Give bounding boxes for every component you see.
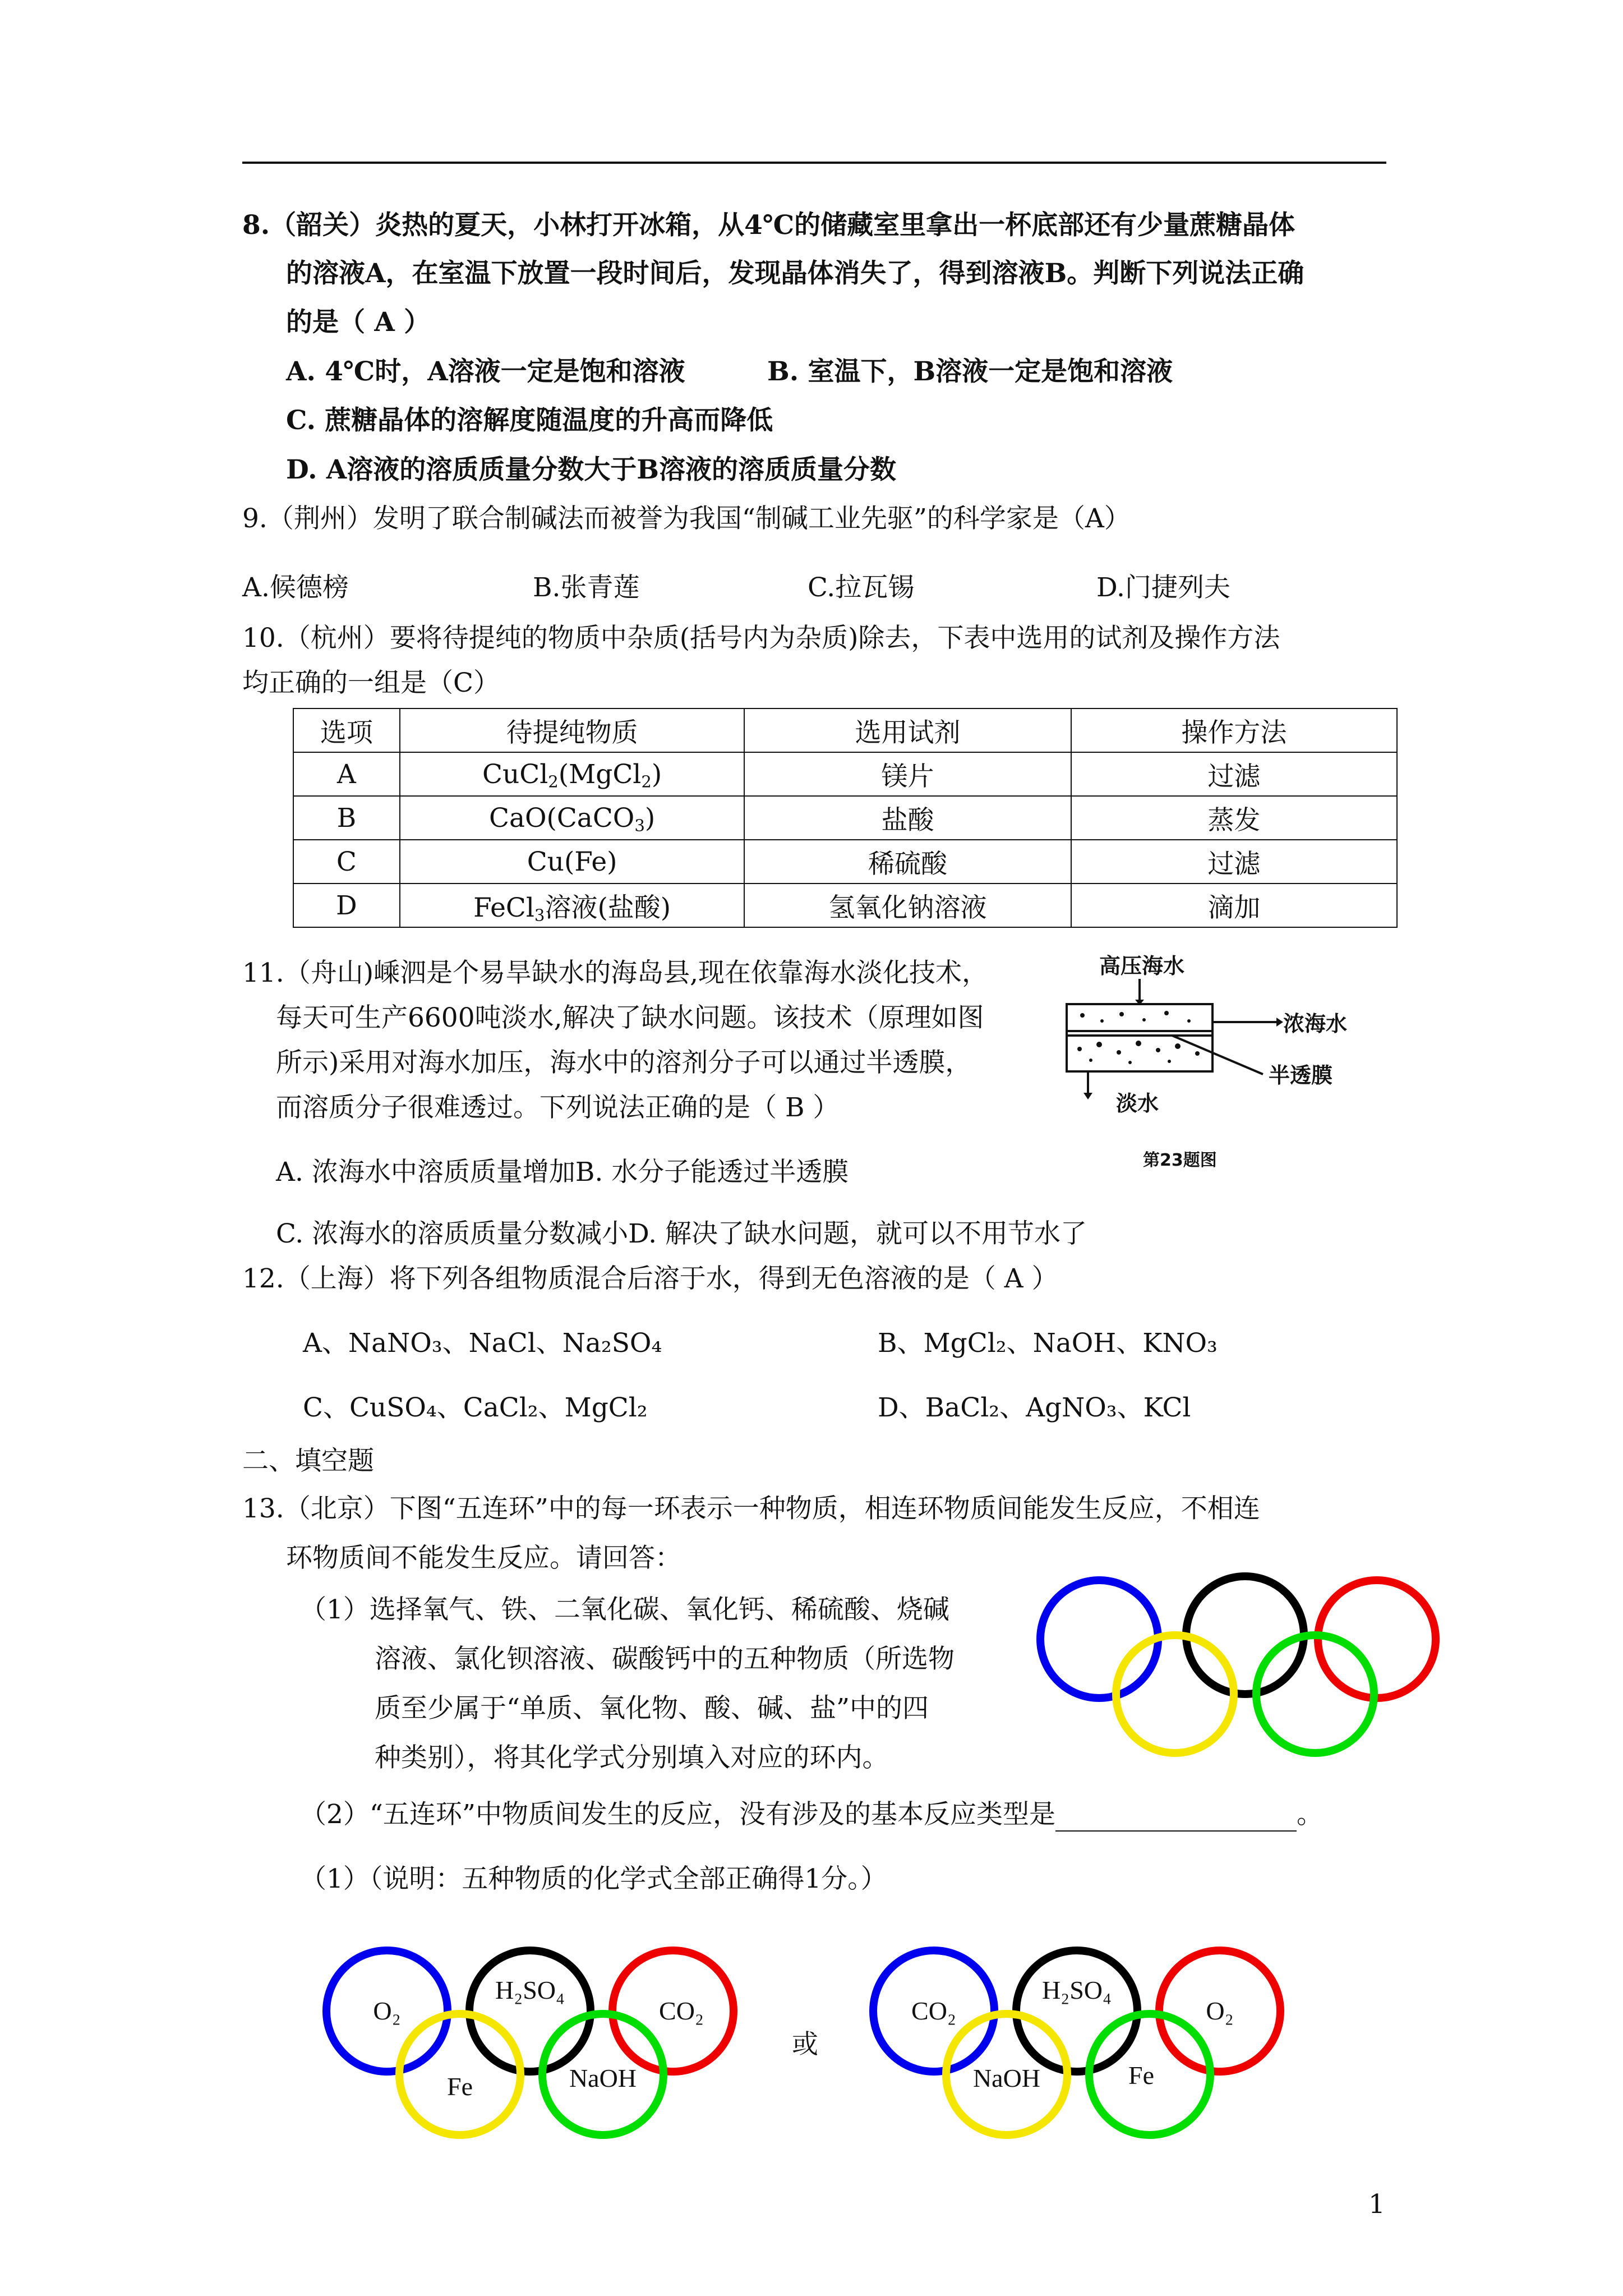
page-number: 1 [1368,2189,1385,2220]
table-cell-method: 滴加 [1071,884,1397,927]
q10-line1: 10.（杭州）要将待提纯的物质中杂质(括号内为杂质)除去，下表中选用的试剂及操作方法 [242,623,1280,654]
table-cell-reagent: 稀硫酸 [744,840,1071,884]
q8-line2: 的溶液A，在室温下放置一段时间后，发现晶体消失了，得到溶液B。判断下列说法正确 [286,258,1304,289]
ring-label-bottom-left: Fe [447,2072,473,2101]
table-row [293,752,1397,796]
table-row [293,796,1397,840]
q13-part1-line4: 种类别），将其化学式分别填入对应的环内。 [375,1742,889,1773]
q11-line3: 所示)采用对海水加压，海水中的溶剂分子可以通过半透膜， [276,1047,972,1078]
q13-part2: （2）“五连环”中物质间发生的反应，没有涉及的基本反应类型是 。 [300,1798,1323,1832]
q8-option-b: B. 室温下，B溶液一定是饱和溶液 [767,356,1173,387]
ring-blue [1040,1580,1158,1698]
table-header: 待提纯物质 [400,708,745,752]
table-cell-method: 过滤 [1071,840,1397,884]
q9-option-b: B.张青莲 [533,572,640,603]
q10-line2: 均正确的一组是（C） [242,668,500,698]
table-cell-substance: CaO(CaCO$_3$) [400,796,745,840]
q11-options-ab: A. 浓海水中溶质质量增加B. 水分子能透过半透膜 [276,1157,849,1188]
figure-caption: 第23题图 [1143,1151,1217,1170]
q9-option-d: D.门捷列夫 [1096,572,1230,603]
table-row [293,884,1397,927]
table-cell-method: 蒸发 [1071,796,1397,840]
q8-line3: 的是（ A ） [286,307,431,338]
answer-rings-2 [861,1938,1293,2157]
table-header: 选用试剂 [744,708,1071,752]
table-header-row [293,708,1397,752]
ring-label-bottom-right: NaOH [569,2064,637,2092]
q11-options-cd: C. 浓海水的溶质质量分数减小D. 解决了缺水问题，就可以不用节水了 [276,1218,1087,1249]
table-header: 操作方法 [1071,708,1397,752]
q9-option-c: C.拉瓦锡 [808,572,915,603]
figure-container [1067,1004,1212,1071]
or-label: 或 [792,2029,818,2060]
table-row [293,840,1397,884]
ring-label-top-middle: H₂SO₄ [495,1976,565,2004]
figure-membrane-pointer [1172,1036,1263,1074]
q12-option-b: B、MgCl₂、NaOH、KNO₃ [878,1328,1218,1359]
ring-label-bottom-left: NaOH [972,2064,1041,2092]
answer-blank[interactable] [1055,1806,1297,1832]
table-cell-method: 过滤 [1071,752,1397,796]
table-cell-substance: FeCl$_3$溶液(盐酸) [400,884,745,927]
table-cell-reagent: 镁片 [744,752,1071,796]
five-rings-figure [1026,1554,1453,1767]
table-cell-substance: CuCl$_2$(MgCl$_2$) [400,752,745,796]
q11-line1: 11.（舟山)嵊泗是个易旱缺水的海岛县,现在依靠海水淡化技术， [242,958,989,988]
q11-line4: 而溶质分子很难透过。下列说法正确的是（ B ） [276,1092,840,1123]
reagent-table [293,708,1398,928]
figure-label-concentrated: 浓海水 [1283,1011,1348,1036]
ring-yellow [1116,1635,1234,1753]
q13-part1-line2: 溶液、氯化钡溶液、碳酸钙中的五种物质（所选物 [375,1644,955,1674]
q8-option-d: D. A溶液的溶质质量分数大于B溶液的溶质质量分数 [286,454,896,485]
ring-label-top-middle: H₂SO₄ [1041,1976,1112,2004]
q13-note: （1）（说明：五种物质的化学式全部正确得1分。） [300,1864,887,1894]
q8-line1: 8.（韶关）炎热的夏天，小林打开冰箱，从4℃的储藏室里拿出一杯底部还有少量蔗糖晶体 [242,210,1295,241]
q12-option-a: A、NaNO₃、NaCl、Na₂SO₄ [303,1328,662,1359]
q9-stem: 9.（荆州）发明了联合制碱法而被誉为我国“制碱工业先驱”的科学家是（A） [242,503,1131,534]
table-cell-option: B [293,796,400,840]
table-cell-option: A [293,752,400,796]
q8-option-a: A. 4℃时，A溶液一定是饱和溶液 [286,356,685,387]
answer-rings-1 [320,1938,751,2157]
table-cell-option: C [293,840,400,884]
figure-label-high-pressure: 高压海水 [1099,954,1185,978]
q13-part1-line1: （1）选择氧气、铁、二氧化碳、氧化钙、稀硫酸、烧碱 [300,1594,949,1625]
ring-label-top-right: O₂ [1206,1996,1234,2025]
table-cell-reagent: 氢氧化钠溶液 [744,884,1071,927]
header-rule [242,162,1386,164]
table-cell-substance: Cu(Fe) [400,840,745,884]
section-heading: 二、填空题 [242,1446,374,1476]
q12-option-c: C、CuSO₄、CaCl₂、MgCl₂ [303,1392,648,1423]
figure-label-membrane: 半透膜 [1269,1063,1333,1088]
q11-line2: 每天可生产6600吨淡水,解决了缺水问题。该技术（原理如图 [276,1002,984,1033]
q13-line2: 环物质间不能发生反应。请回答： [286,1543,681,1573]
table-cell-option: D [293,884,400,927]
q8-option-c: C. 蔗糖晶体的溶解度随温度的升高而降低 [286,405,773,436]
ring-label-bottom-right: Fe [1128,2061,1154,2090]
desalination-figure [1060,948,1391,1184]
table-header: 选项 [293,708,400,752]
ring-label-top-left: O₂ [373,1996,401,2025]
ring-label-top-right: CO₂ [659,1996,704,2025]
q13-part1-line3: 质至少属于“单质、氧化物、酸、碱、盐”中的四 [375,1693,929,1724]
table-cell-reagent: 盐酸 [744,796,1071,840]
q12-stem: 12.（上海）将下列各组物质混合后溶于水，得到无色溶液的是（ A ） [242,1263,1058,1294]
ring-label-top-left: CO₂ [911,1996,956,2025]
q13-line1: 13.（北京）下图“五连环”中的每一环表示一种物质，相连环物质间能发生反应，不相连 [242,1493,1260,1524]
figure-label-fresh-water: 淡水 [1116,1091,1159,1116]
ring-black [1186,1576,1304,1694]
q9-option-a: A.候德榜 [242,572,349,603]
q12-option-d: D、BaCl₂、AgNO₃、KCl [878,1392,1191,1423]
